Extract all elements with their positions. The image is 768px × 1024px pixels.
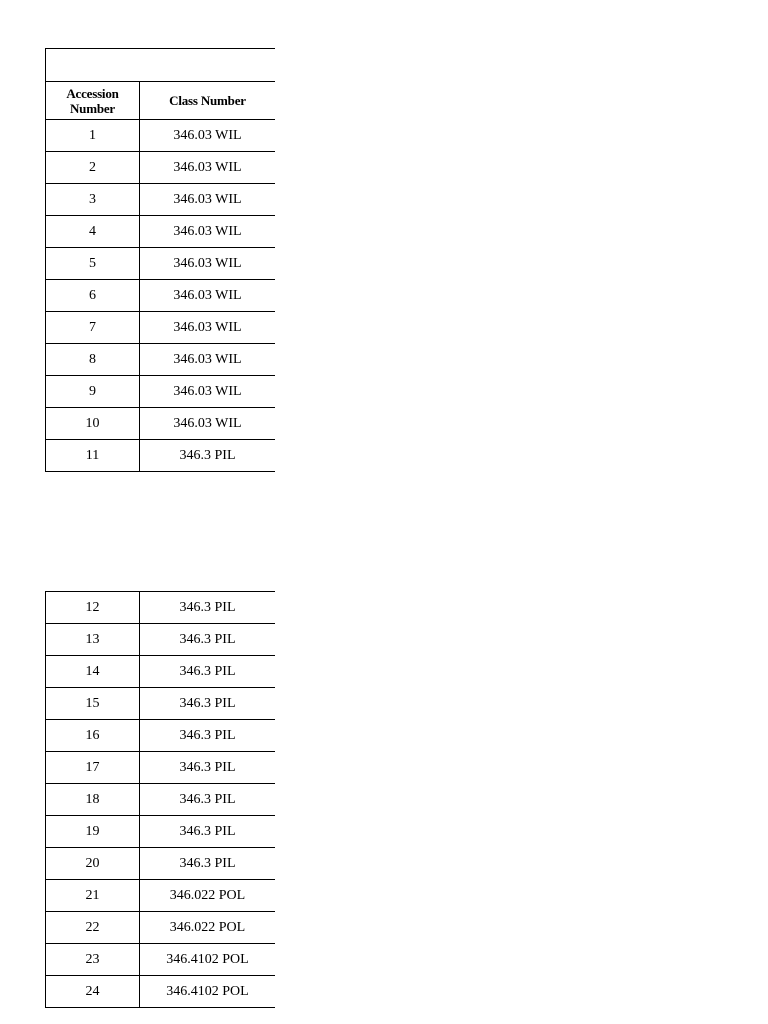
table-row xyxy=(46,151,275,183)
class-number-cell: 346.3 PIL xyxy=(179,855,236,871)
table-row xyxy=(46,719,275,751)
class-number-cell: 346.3 PIL xyxy=(179,447,236,463)
header-accession-number: Accession Number xyxy=(46,82,140,119)
class-number-cell: 346.03 WIL xyxy=(173,223,242,239)
accession-number-cell: 9 xyxy=(46,376,140,407)
class-number-cell: 346.3 PIL xyxy=(179,631,236,647)
header-class-number: Class Number xyxy=(169,93,246,108)
class-number-cell: 346.4102 POL xyxy=(166,983,249,999)
accession-number-cell: 4 xyxy=(46,216,140,247)
class-number-cell: 346.022 POL xyxy=(169,887,246,903)
class-number-cell: 346.3 PIL xyxy=(179,695,236,711)
accession-number-cell: 12 xyxy=(46,592,140,623)
table-row xyxy=(46,815,275,847)
class-number-cell: 346.3 PIL xyxy=(179,823,236,839)
class-number-cell: 346.03 WIL xyxy=(173,255,242,271)
class-number-cell: 346.03 WIL xyxy=(173,287,242,303)
class-number-cell: 346.03 WIL xyxy=(173,383,242,399)
class-number-cell: 346.03 WIL xyxy=(173,415,242,431)
table-page-1 xyxy=(45,48,275,472)
table-row xyxy=(46,655,275,687)
table-row xyxy=(46,439,275,471)
accession-number-cell: 14 xyxy=(46,656,140,687)
class-number-cell: 346.03 WIL xyxy=(173,319,242,335)
table-row xyxy=(46,183,275,215)
table-row xyxy=(46,215,275,247)
accession-number-cell: 15 xyxy=(46,688,140,719)
accession-number-cell: 23 xyxy=(46,944,140,975)
table-body-page-1 xyxy=(46,119,275,471)
table-row xyxy=(46,783,275,815)
accession-number-cell: 19 xyxy=(46,816,140,847)
class-number-cell: 346.03 WIL xyxy=(173,127,242,143)
accession-number-cell: 1 xyxy=(46,120,140,151)
accession-number-cell: 21 xyxy=(46,880,140,911)
table-row xyxy=(46,343,275,375)
class-number-cell: 346.03 WIL xyxy=(173,351,242,367)
table-row xyxy=(46,943,275,975)
accession-number-cell: 6 xyxy=(46,280,140,311)
table-row xyxy=(46,279,275,311)
accession-number-cell: 11 xyxy=(46,440,140,471)
table-row xyxy=(46,847,275,879)
table-row xyxy=(46,119,275,151)
table-row xyxy=(46,407,275,439)
accession-number-cell: 18 xyxy=(46,784,140,815)
accession-number-cell: 16 xyxy=(46,720,140,751)
class-number-cell: 346.3 PIL xyxy=(179,791,236,807)
accession-number-cell: 20 xyxy=(46,848,140,879)
accession-number-cell: 24 xyxy=(46,976,140,1007)
class-number-cell: 346.022 POL xyxy=(169,919,246,935)
table-row xyxy=(46,751,275,783)
accession-number-cell: 13 xyxy=(46,624,140,655)
accession-number-cell: 10 xyxy=(46,408,140,439)
table-row xyxy=(46,911,275,943)
accession-number-cell: 5 xyxy=(46,248,140,279)
table-row xyxy=(46,375,275,407)
class-number-cell: 346.3 PIL xyxy=(179,759,236,775)
table-body-page-2 xyxy=(46,591,275,1007)
accession-number-cell: 3 xyxy=(46,184,140,215)
accession-number-cell: 8 xyxy=(46,344,140,375)
accession-number-cell: 22 xyxy=(46,912,140,943)
table-row xyxy=(46,975,275,1007)
class-number-cell: 346.03 WIL xyxy=(173,159,242,175)
table-row xyxy=(46,623,275,655)
table-row xyxy=(46,247,275,279)
class-number-cell: 346.4102 POL xyxy=(166,951,249,967)
class-number-cell: 346.3 PIL xyxy=(179,727,236,743)
table-row xyxy=(46,879,275,911)
table-header-row xyxy=(46,81,275,119)
table-page-2 xyxy=(45,591,275,1008)
class-number-cell: 346.3 PIL xyxy=(179,663,236,679)
table-row xyxy=(46,687,275,719)
class-number-cell: 346.3 PIL xyxy=(179,599,236,615)
table-row xyxy=(46,591,275,623)
table-row xyxy=(46,311,275,343)
table-title-row xyxy=(46,48,275,81)
accession-number-cell: 2 xyxy=(46,152,140,183)
accession-number-cell: 17 xyxy=(46,752,140,783)
accession-number-cell: 7 xyxy=(46,312,140,343)
class-number-cell: 346.03 WIL xyxy=(173,191,242,207)
